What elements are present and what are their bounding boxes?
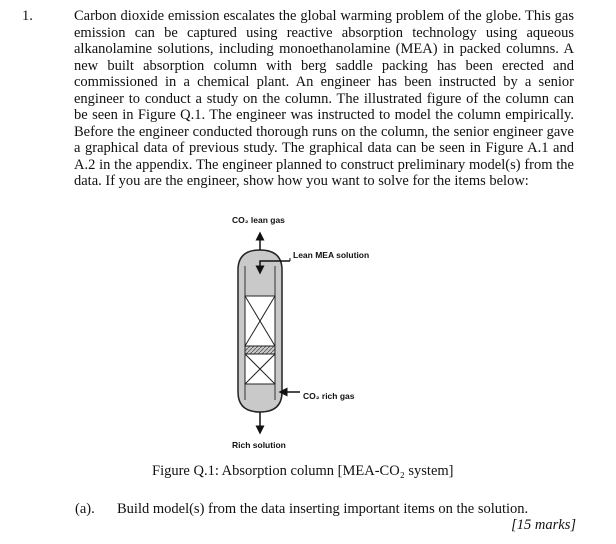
question-number: 1. bbox=[22, 8, 33, 24]
label-rich-solution: Rich solution bbox=[232, 440, 286, 450]
question-paragraph: Carbon dioxide emission escalates the global warming problem of the globe. This gas emission can be captured using reactive absorption technology using aqueous alkanolamine solutions, including monoethanolamine (MEA) in packed columns. A new built absorption column with berg saddle packing has been erected and commissioned in a chemical plant. An engineer has been instructed by a senior engineer to conduct a study on the column. The illustrated figure of the column can be seen in Figure Q.1. The engineer was instructed to model the column empirically. Before the engineer conducted thorough runs on the column, the senior engineer gave a graphical data of previous study. The graphical data can be seen in Figure A.1 and A.2 in the appendix. The engineer planned to construct preliminary model(s) from the data. If you are the engineer, show how you want to solve for the items below: bbox=[74, 8, 574, 189]
label-co2-lean-gas: CO₂ lean gas bbox=[232, 215, 285, 225]
figure-caption: Figure Q.1: Absorption column [MEA-CO₂ system] bbox=[152, 463, 454, 479]
part-a-marks: [15 marks] bbox=[511, 517, 576, 533]
liquid-redistributor bbox=[245, 346, 275, 354]
part-a-label: (a). bbox=[75, 501, 95, 517]
part-a-text: Build model(s) from the data inserting important items on the solution. bbox=[117, 501, 529, 517]
label-co2-rich-gas: CO₂ rich gas bbox=[303, 391, 355, 401]
label-lean-mea-solution: Lean MEA solution bbox=[293, 250, 370, 260]
